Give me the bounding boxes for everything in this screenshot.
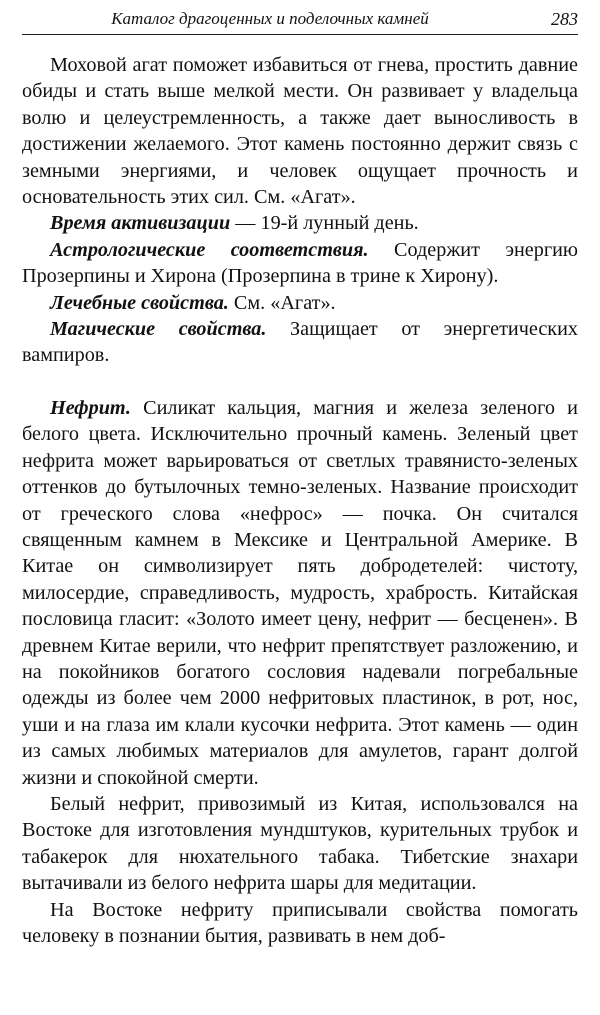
- healing-label: Лечебные свойства.: [50, 291, 229, 314]
- paragraph-white-nephrite: Белый нефрит, привозимый из Китая, использовался на Востоке для изготовления мундштуков, курительных трубок и табакерок для нюхательного табака. Тибетские знахари вытачивали из белого нефрита шары для медитации.: [22, 792, 578, 895]
- paragraph-healing: [22, 290, 578, 316]
- magic-text: Защищает от энергетических вампиров.: [22, 318, 579, 367]
- paragraph-astrology: [22, 237, 578, 290]
- paragraph-magic: [22, 316, 578, 369]
- astrology-label: Астрологические соответствия.: [50, 238, 369, 261]
- nephrite-text: Силикат кальция, магния и железа зеленого и белого цвета. Исключительно прочный камень. Зеленый цвет нефрита может варьироваться от светлых травянисто-зеленых оттенков до бутылочных темно-зеленых. Название происходит от греческого слова «нефрос» — почка. Он считался священным камнем в Мексике и Центральной Америке. В Китае он символизирует пять добродетелей: чистоту, милосердие, справедливость, мудрость, храбрость. Китайская пословица гласит: «Золото имеет цену, нефрит — бесценен». В древнем Китае верили, что нефрит препятствует разложению, и на покойников богатого сословия надевали погребальные одежды из более чем 2000 нефритовых пластинок, в рот, нос, уши и на глаза им клали кусочки нефрита. Этот камень — один из самых любимых материалов для амулетов, гарант долгой жизни и спокойной смерти.: [22, 396, 578, 789]
- paragraph-east: На Востоке нефриту приписывали свойства помогать человеку в познании бытия, развивать в нем доб-: [22, 898, 578, 947]
- running-title: Каталог драгоценных и поделочных камней: [111, 9, 429, 28]
- running-header: [22, 4, 578, 35]
- paragraph-moss-agate: Моховой агат поможет избавиться от гнева, простить давние обиды и стать выше мелкой мести. Он развивает у владельца волю и целеустремленность, а также дает выносливость в достижении желаемого. Этот камень постоянно держит связь с земными энергиями, и человек ощущает прочность и основательность этих сил. См. «Агат».: [22, 54, 578, 209]
- magic-label: Магические свойства.: [50, 318, 267, 341]
- activation-text: — 19-й лунный день.: [230, 212, 419, 235]
- activation-label: Время активизации: [50, 212, 231, 235]
- page-number: 283: [551, 9, 578, 29]
- paragraph-nephrite: [22, 395, 578, 791]
- nephrite-label: Нефрит.: [50, 396, 131, 419]
- page-body: [22, 52, 578, 949]
- astrology-text: Содержит энергию Прозерпины и Хирона (Прозерпина в трине к Хирону).: [22, 238, 579, 288]
- healing-text: См. «Агат».: [228, 291, 336, 314]
- paragraph-activation: [22, 210, 578, 236]
